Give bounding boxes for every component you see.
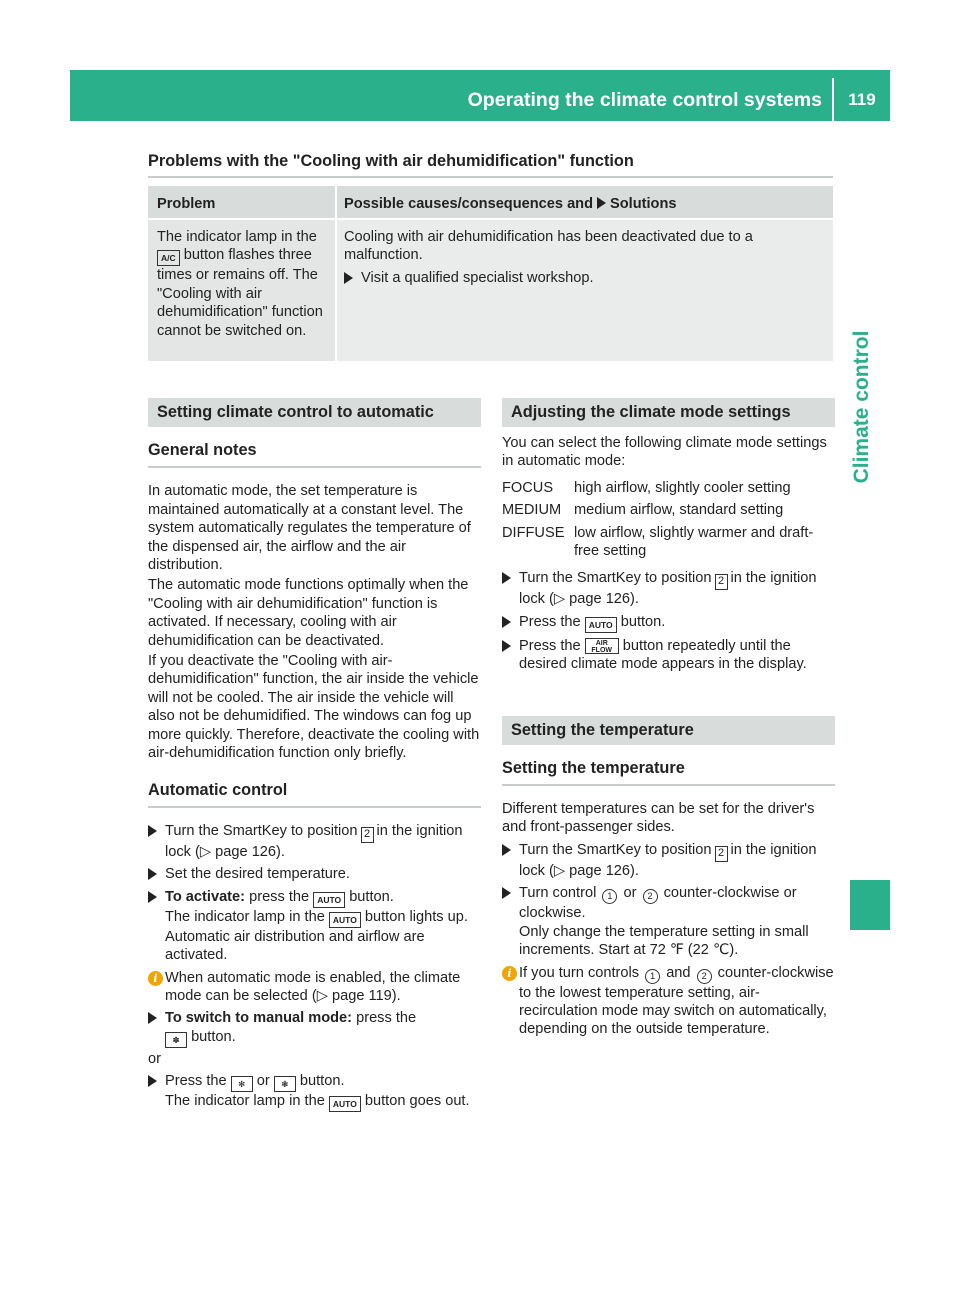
- side-tab-marker: [850, 880, 890, 930]
- page-ref-icon: ▷: [316, 987, 328, 1004]
- instruction-step: [502, 613, 835, 633]
- arrow-icon: [344, 272, 353, 284]
- column-header-solutions: [337, 186, 833, 218]
- key-position-2-icon: 2: [715, 846, 728, 862]
- info-note: [148, 969, 481, 1006]
- fan-decrease-button-icon: ✻: [231, 1076, 253, 1092]
- info-text: If you turn controls: [519, 964, 640, 981]
- step-text: Turn control: [519, 885, 597, 902]
- step-text: button.: [620, 613, 666, 630]
- info-icon: i: [502, 966, 517, 981]
- info-text: and: [666, 964, 691, 981]
- control-2-icon: 2: [697, 969, 712, 984]
- auto-button-icon: AUTO: [585, 617, 617, 633]
- step-text: button.: [191, 1028, 236, 1045]
- step-text: Turn the SmartKey to position: [519, 841, 712, 858]
- page-ref-icon: ▷: [199, 843, 212, 860]
- section-heading-temperature: Setting the temperature: [502, 716, 835, 745]
- arrow-icon: [148, 868, 157, 880]
- step-text: button goes out.: [364, 1093, 470, 1110]
- step-text: Press the: [519, 613, 581, 630]
- step-text: in the ignition lock (: [519, 570, 817, 608]
- key-position-2-icon: 2: [715, 574, 728, 590]
- info-text: When automatic mode is enabled, the climate mode can be selected (: [165, 969, 461, 1004]
- auto-button-icon: AUTO: [313, 892, 345, 908]
- mode-row: [502, 524, 835, 561]
- arrow-icon: [502, 887, 511, 899]
- mode-name: FOCUS: [502, 479, 554, 496]
- mode-row: [502, 479, 835, 497]
- page-ref-icon: ▷: [553, 862, 566, 879]
- step-text: The indicator lamp in the: [165, 1093, 325, 1110]
- control-1-icon: 1: [645, 969, 660, 984]
- step-label: To activate:: [165, 888, 246, 905]
- instruction-step: [148, 865, 481, 883]
- arrow-icon: [597, 197, 606, 209]
- step-text: Set the desired temperature.: [165, 866, 350, 883]
- mode-row: [502, 501, 835, 519]
- arrow-icon: [502, 572, 511, 584]
- paragraph: In automatic mode, the set temperature is maintained automatically at a constant level. The system automatically regulates the temperature of the dispensed air, the airflow and the air distribution.: [148, 483, 471, 574]
- info-icon: i: [148, 971, 163, 986]
- mode-description: low airflow, slightly warmer and draft-free setting: [574, 524, 814, 560]
- mode-name: MEDIUM: [502, 502, 562, 519]
- instruction-step: [502, 841, 835, 880]
- fan-increase-button-icon: ❃: [274, 1076, 296, 1092]
- step-text: button.: [349, 888, 394, 905]
- step-text: Press the: [165, 1073, 227, 1090]
- column-header-solutions-label: Solutions: [610, 196, 677, 212]
- paragraph: The automatic mode functions optimally when the "Cooling with air dehumidification" function is activated. If necessary, cooling with air dehumidification can be deactivated.: [148, 577, 469, 649]
- subheading-setting-temperature: Setting the temperature: [502, 759, 835, 786]
- solution-text: Visit a qualified specialist workshop.: [361, 269, 594, 286]
- instruction-step: [148, 1009, 481, 1047]
- step-text: counter-clockwise or clockwise.: [519, 885, 797, 922]
- step-text: in the ignition lock (: [165, 822, 463, 860]
- problems-title: Problems with the "Cooling with air dehumidification" function: [148, 152, 634, 170]
- air-flow-button-icon: AIR FLOW: [585, 638, 619, 654]
- auto-button-icon: AUTO: [329, 1096, 361, 1112]
- instruction-step: [502, 569, 835, 608]
- chapter-title: Operating the climate control systems: [467, 89, 822, 111]
- or-text: or: [148, 1050, 161, 1067]
- problem-text-cont: button flashes three times or remains off. The "Cooling with air dehumidification" function cannot be switched on.: [157, 247, 323, 339]
- instruction-step: [502, 637, 835, 674]
- subheading-general-notes: General notes: [148, 441, 481, 468]
- control-1-icon: 1: [602, 889, 617, 904]
- page-reference: page 126).: [215, 843, 285, 860]
- instruction-step: [148, 1072, 481, 1112]
- paragraph: You can select the following climate mode settings in automatic mode:: [502, 435, 827, 470]
- step-text: Turn the SmartKey to position: [519, 570, 712, 587]
- arrow-icon: [148, 1012, 157, 1024]
- mode-name: DIFFUSE: [502, 524, 565, 541]
- cause-text: Cooling with air dehumidification has been deactivated due to a malfunction.: [344, 229, 753, 264]
- mode-description: medium airflow, standard setting: [574, 502, 784, 519]
- page-reference: page 126).: [569, 591, 639, 608]
- step-label: To switch to manual mode:: [165, 1010, 353, 1027]
- right-column: [502, 398, 835, 1039]
- control-2-icon: 2: [643, 889, 658, 904]
- step-text: button.: [299, 1073, 345, 1090]
- step-text: Only change the temperature setting in small increments. Start at 72 ℉ (22 ℃).: [519, 923, 809, 959]
- step-text: The indicator lamp in the: [165, 908, 325, 925]
- auto-button-icon: AUTO: [329, 912, 361, 928]
- arrow-icon: [502, 844, 511, 856]
- paragraph: If you deactivate the "Cooling with air-dehumidification" function, the air inside the vehicle will not be cooled. The air inside the vehicle will also not be dehumidified. The windows can fog up more quickly. Therefore, deactivate the cooling with air-dehumidification function only briefly.: [148, 653, 480, 762]
- key-position-2-icon: 2: [361, 827, 374, 843]
- side-tab: [842, 287, 882, 527]
- table-cell-problem: [148, 220, 335, 361]
- instruction-step: [148, 888, 481, 965]
- step-text: Turn the SmartKey to position: [165, 822, 358, 839]
- ac-button-icon: A/C: [157, 250, 180, 266]
- step-text: press the: [356, 1010, 417, 1027]
- arrow-icon: [148, 1075, 157, 1087]
- instruction-step: [148, 822, 481, 861]
- paragraph: Different temperatures can be set for the driver's and front-passenger sides.: [502, 801, 815, 836]
- page-number: 119: [848, 90, 876, 109]
- page-ref-icon: ▷: [553, 591, 566, 608]
- section-heading-automatic: Setting climate control to automatic: [148, 398, 481, 427]
- table-cell-solution: [337, 220, 833, 361]
- page-reference: page 119).: [332, 987, 401, 1004]
- problem-text: The indicator lamp in the: [157, 229, 317, 245]
- mode-description: high airflow, slightly cooler setting: [574, 479, 791, 496]
- solution-step: [344, 269, 826, 287]
- problems-table: [148, 186, 833, 361]
- subheading-automatic-control: Automatic control: [148, 781, 481, 808]
- info-note: [502, 964, 835, 1039]
- page-reference: page 126).: [569, 862, 639, 879]
- arrow-icon: [502, 640, 511, 652]
- side-tab-label: Climate control: [849, 330, 873, 484]
- step-text: Press the: [519, 637, 581, 654]
- title-divider: [148, 176, 833, 178]
- section-heading-climate-mode: Adjusting the climate mode settings: [502, 398, 835, 427]
- airflow-distribution-button-icon: ✽: [165, 1032, 187, 1048]
- column-header-problem: Problem: [148, 186, 335, 218]
- page-header: [70, 70, 890, 121]
- step-text: or: [256, 1073, 270, 1090]
- arrow-icon: [502, 616, 511, 628]
- step-text: or: [623, 885, 637, 902]
- arrow-icon: [148, 891, 157, 903]
- step-text: in the ignition lock (: [519, 841, 817, 879]
- column-header-causes: Possible causes/consequences and: [344, 196, 594, 212]
- instruction-step: [502, 884, 835, 959]
- step-text: press the: [249, 888, 310, 905]
- arrow-icon: [148, 825, 157, 837]
- step-text: button repeatedly until the desired climate mode appears in the display.: [519, 637, 807, 673]
- step-text: button lights up. Automatic air distribution and airflow are activated.: [165, 908, 468, 964]
- info-text: counter-clockwise to the lowest temperature setting, air-recirculation mode may switch on automatically, depending on the outside temperature.: [519, 964, 834, 1038]
- left-column: [148, 398, 481, 1112]
